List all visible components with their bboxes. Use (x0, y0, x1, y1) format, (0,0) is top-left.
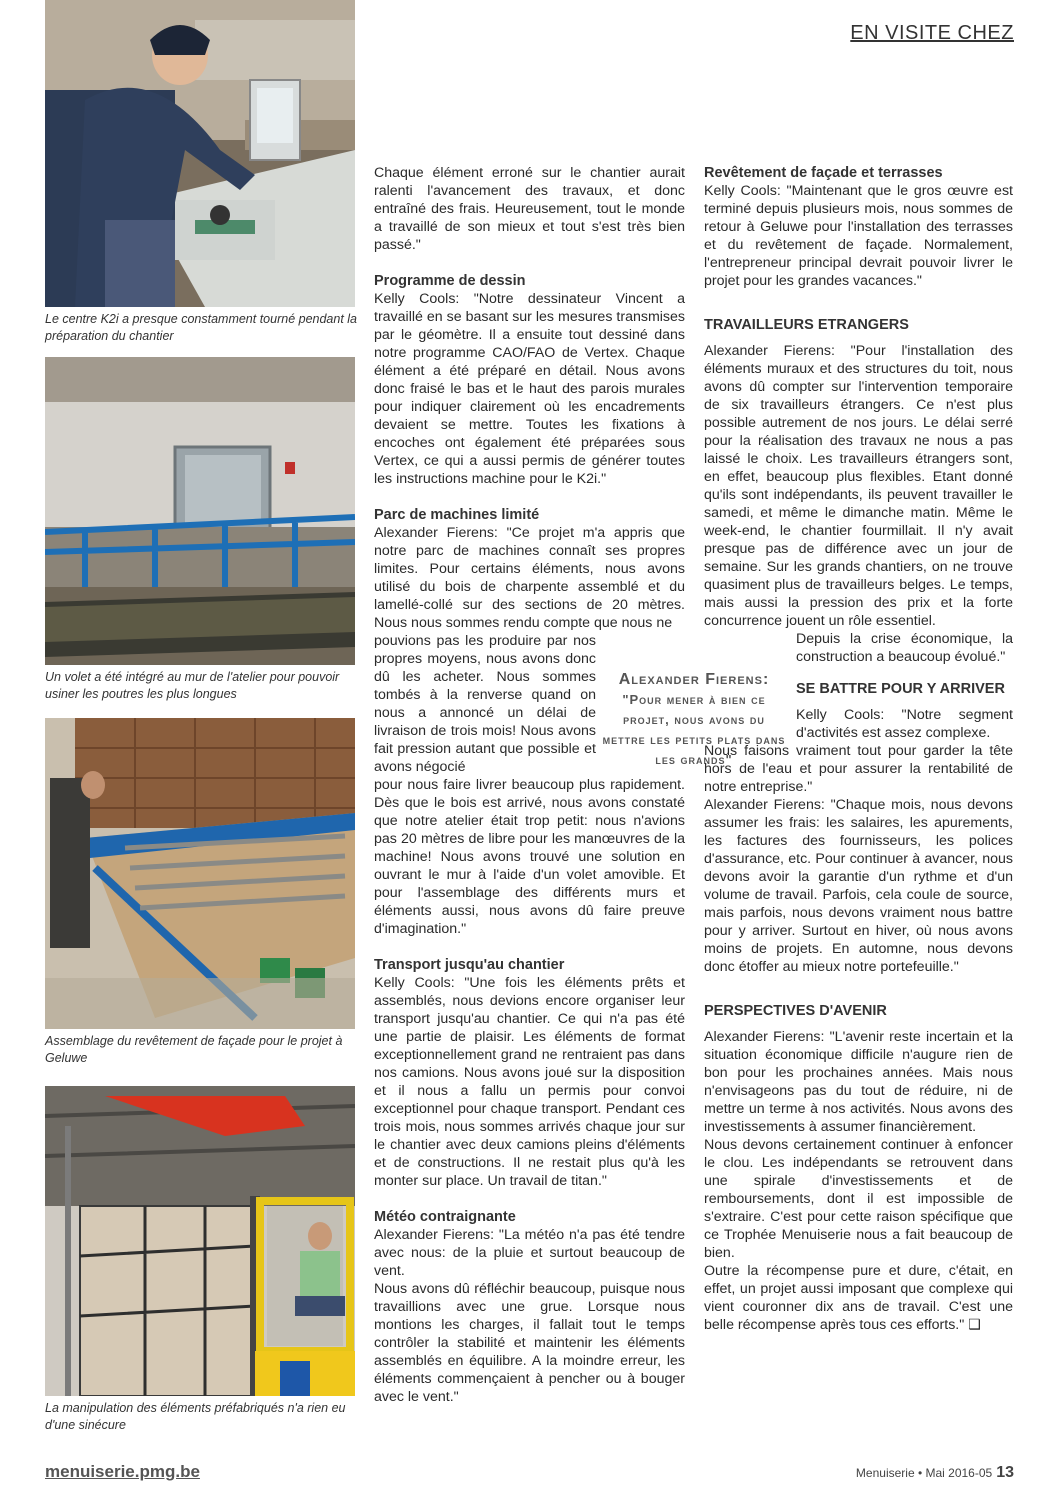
paragraph-perspectives-3: Outre la récompense pure et dure, c'était, en effet, un projet aussi imposant que complexe qui vient couronner dix ans de travail. C'est une belle récompense après tous ces efforts." ❑ (704, 1263, 1013, 1333)
photo-facade-assembly (45, 718, 355, 1029)
paragraph-perspectives-2: Nous devons certainement continuer à enfoncer le clou. Les indépendants se retrouvent dans une spirale d'investissements et de remboursements, dont il est impossible de s'extraire. C'est pour cette raison spécifique que ce Trophée Menuiserie nous a fait beaucoup de bien. (704, 1137, 1013, 1261)
paragraph-travailleurs-b: Depuis la crise économique, la construction a beaucoup évolué." (796, 631, 1013, 665)
paragraph-transport: Kelly Cools: "Une fois les éléments prêts et assemblés, nous devions encore organiser leur transport jusqu'au chantier. Ce qui n'a pas été une partie de plaisir. Les éléments de format exceptionnellement grand ne rentraient pas dans nos camions. Nous avons joué sur la disposition et il nous a fallu un permis pour convoi exceptionnel pour chaque transport. Pendant ces trois mois, nous sommes arrivés chaque jour sur le chantier avec deux camions pleins d'éléments et de constructions. Il ne restait plus qu'à les monter sur place. Un travail de titan." (374, 975, 685, 1189)
paragraph-revetement: Kelly Cools: "Maintenant que le gros œuvre est terminé depuis plusieurs mois, nous sommes de retour à Geluwe pour l'installation des terrasses et du revêtement de façade. Normalement, l'entrepreneur principal devrait pouvoir livrer le projet pour les grandes vacances." (704, 183, 1013, 289)
paragraph-battre-c: Alexander Fierens: "Chaque mois, nous devons assumer les frais: les salaires, les apurements, les factures des fournisseurs, les polices d'assurance, etc. Pour continuer à avancer, nous devons avoir la garantie d'un rythme et d'un volume de travail. Parfois, cela coule de source, mais parfois, nous devons vraiment nous battre pour y arriver. Surtout en hiver, où nous avons moins de projets. En automne, nous devons donc étoffer au mieux notre portefeuille." (704, 797, 1013, 975)
paragraph-intro: Chaque élément erroné sur le chantier aurait ralenti l'avancement des travaux, et donc entraîné des frais. Heureusement, tout le monde a travaillé de son mieux et tout s'est très bien passé." (374, 165, 685, 253)
paragraph-meteo-1: Alexander Fierens: "La météo n'a pas été tendre avec nous: de la pluie et surtout beaucoup de vent. (374, 1227, 685, 1279)
pull-quote-name: Alexander Fierens: (618, 671, 770, 688)
caption-2: Un volet a été intégré au mur de l'atelier pour pouvoir usiner les poutres les plus longues (45, 670, 340, 701)
footer-website-link[interactable]: menuiserie.pmg.be (45, 1462, 200, 1481)
footer-issue (856, 1464, 1014, 1482)
photo-k2i-operator (45, 0, 355, 307)
page-number: 13 (996, 1464, 1014, 1481)
paragraph-parc-c: pour nous faire livrer beaucoup plus rapidement. Dès que le bois est arrivé, nous avons constaté que notre atelier était trop petit: nous n'avions pas 20 mètres de libre pour les manœuvres de la machine! Nous avons trouvé une solution en ouvrant le mur à l'aide d'un volet amovible. Et pour l'assemblage des différents murs et éléments aussi, nous avons dû faire preuve d'imagination." (374, 777, 685, 937)
caption-3: Assemblage du revêtement de façade pour le projet à Geluwe (45, 1034, 343, 1065)
paragraph-parc-a: Alexander Fierens: "Ce projet m'a appris que notre parc de machines connaît ses propres limites. Pour certains éléments, nous avons utilisé du bois de charpente assemblé et du lamellé-collé sur des sections de 20 mètres. Nous nous sommes rendu compte que nous ne (374, 525, 685, 631)
heading-meteo: Météo contraignante (374, 1209, 516, 1225)
article-column-2 (704, 164, 1013, 1334)
paragraph-dessin: Kelly Cools: "Notre dessinateur Vincent a travaillé en se basant sur les mesures transmises par le géomètre. Il a ensuite tout dessiné dans notre programme CAO/FAO de Vertex. Chaque élément a été préparé en détail. Nous avons donc fraisé le bas et le haut des parois murales pour indiquer clairement où les encadrements devaient se mettre. Toutes les fixations à encoches ont également été préparées sous Vertex, ce qui a aussi permis de générer toutes les instructions machine pour le K2i." (374, 291, 685, 487)
caption-4: La manipulation des éléments préfabriqués n'a rien eu d'une sinécure (45, 1401, 346, 1432)
caption-1: Le centre K2i a presque constamment tourné pendant la préparation du chantier (45, 312, 358, 343)
paragraph-travailleurs-a: Alexander Fierens: "Pour l'installation des éléments muraux et des structures du toit, nous avons dû compter sur l'intervention temporaire de six travailleurs étrangers. Ce n'est plus possible autrement de nos jours. Le délai serré pour la réalisation des travaux ne nous a pas laissé le choix. Les travailleurs étrangers sont, en effet, beaucoup plus flexibles. Etant donné qu'ils sont indépendants, ils peuvent travailler le samedi, et même le dimanche matin. Même le week-end, le chantier fourmillait. Il n'y avait presque pas de différence avec un jour de semaine. Sur les grands chantiers, on ne trouve quasiment plus de travailleurs belges. Le temps, mais aussi la pression des prix et la forte concurrence jouent un rôle essentiel. (704, 343, 1013, 629)
photo-workshop-shutter (45, 357, 355, 665)
paragraph-battre-a: Kelly Cools: "Notre segment d'activités est assez complexe. (796, 707, 1013, 741)
footer-issue-label: Menuiserie • Mai 2016-05 (855, 1466, 993, 1480)
paragraph-meteo-2: Nous avons dû réfléchir beaucoup, puisque nous travaillions avec une grue. Lorsque nous montions les charges, il fallait tout le temps contrôler la stabilité et maintenir les éléments assemblés en équilibre. A la moindre erreur, les éléments commençaient à pencher ou à bouger avec le vent." (374, 1281, 685, 1405)
section-tag: EN VISITE CHEZ (850, 22, 1014, 44)
heading-revetement: Revêtement de façade et terrasses (704, 165, 943, 181)
photo-forklift-handling (45, 1086, 355, 1396)
article-column-1 (374, 164, 685, 1406)
paragraph-battre-b: Nous faisons vraiment tout pour garder la tête hors de l'eau et pour assurer la rentabilité de notre entreprise." (704, 743, 1013, 795)
paragraph-perspectives-1: Alexander Fierens: "L'avenir reste incertain et la situation économique difficile n'augure rien de bon pour les prochaines années. Mais nous n'envisageons pas du tout de réduire, ni de mettre un terme à nos activités. Nous avons des investissements à assumer financièrement. (704, 1029, 1013, 1135)
heading-parc-machines: Parc de machines limité (374, 507, 540, 523)
heading-travailleurs: TRAVAILLEURS ETRANGERS (704, 317, 909, 333)
heading-programme-dessin: Programme de dessin (374, 273, 526, 289)
heading-battre: SE BATTRE POUR Y ARRIVER (796, 681, 1005, 697)
heading-transport: Transport jusqu'au chantier (374, 957, 565, 973)
heading-perspectives: PERSPECTIVES D'AVENIR (704, 1003, 887, 1019)
paragraph-parc-b: pouvions pas les produire par nos propres moyens, nous avons donc dû les acheter. Nous sommes tombés à la renverse quand on nous a annoncé un délai de livraison de trois mois! Nous avons fait pression autant que possible et avons négocié (374, 633, 596, 775)
pull-quote-text: "Pour mener à bien ce projet, nous avons du mettre les petits plats dans les grands" (602, 692, 786, 767)
